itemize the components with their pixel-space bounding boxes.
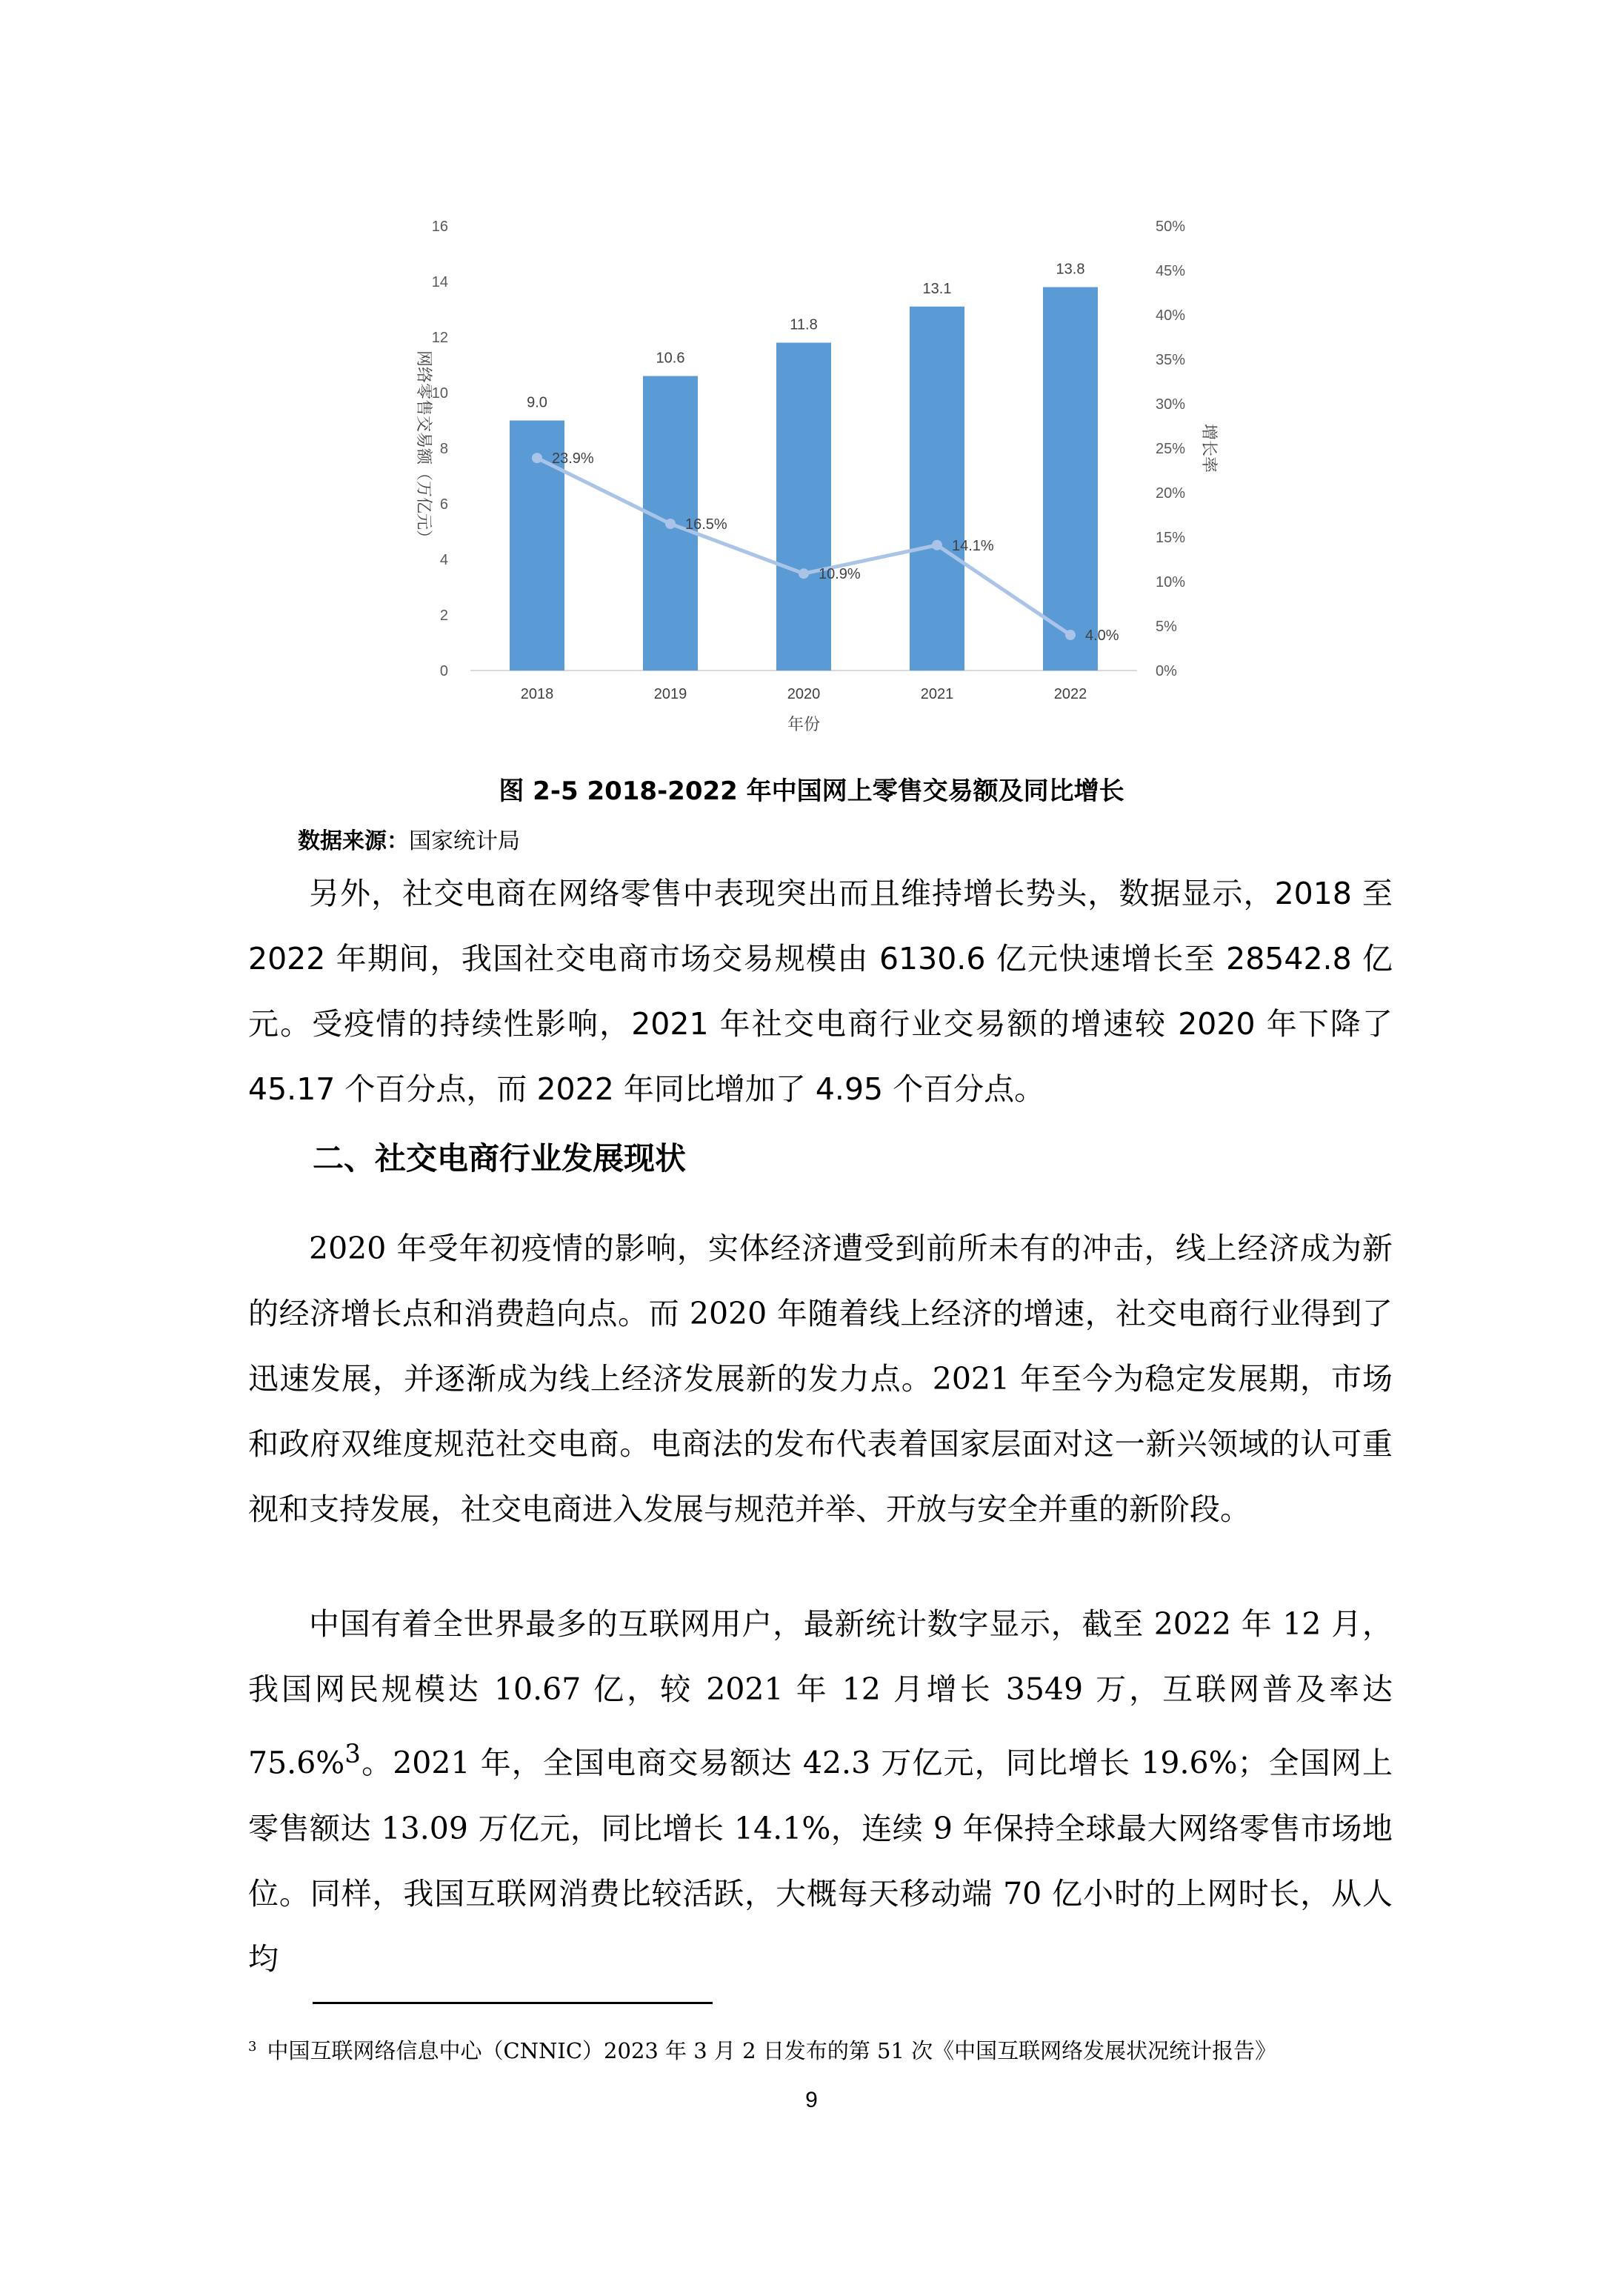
growth-point: [665, 519, 676, 529]
footnote: [248, 2034, 1276, 2065]
y-axis-title: 网络零售交易额（万亿元）: [415, 350, 433, 547]
y2-tick-label: 0%: [1156, 663, 1177, 679]
x-tick-label: 2018: [520, 686, 554, 702]
y-tick-label: 0: [439, 663, 448, 679]
bar-value-label: 13.8: [1056, 261, 1085, 278]
footnote-reference[interactable]: 3: [344, 1740, 361, 1769]
growth-point: [532, 453, 542, 463]
data-source-label: 数据来源：: [298, 828, 409, 854]
y2-tick-label: 15%: [1156, 530, 1186, 546]
paragraph-social-commerce-growth: [248, 861, 1393, 1122]
paragraph-2-text: 2020 年受年初疫情的影响，实体经济遭受到前所未有的冲击，线上经济成为新的经济增长点和消费趋向点。而 2020 年随着线上经济的增速，社交电商行业得到了迅速发展，并逐渐成为线上经济发展新的发力点。2021 年至今为稳定发展期，市场和政府双维度规范社交电商。电商法的发布代表着国家层面对这一新兴领域的认可重视和支持发展，社交电商进入发展与规范并举、开放与安全并重的新阶段。: [248, 1231, 1393, 1527]
growth-value-label: 4.0%: [1085, 628, 1119, 644]
y2-tick-label: 10%: [1156, 574, 1186, 590]
bar-value-label: 10.6: [656, 350, 685, 367]
y2-tick-label: 45%: [1156, 263, 1186, 279]
growth-value-label: 10.9%: [819, 566, 861, 583]
y-tick-label: 14: [431, 274, 448, 290]
retail-chart: [385, 200, 1230, 748]
bar-value-label: 11.8: [790, 316, 818, 333]
bar: [776, 343, 831, 671]
data-source: [298, 822, 520, 855]
y-tick-label: 4: [439, 552, 448, 568]
x-axis-title: 年份: [787, 715, 821, 733]
y2-tick-label: 20%: [1156, 485, 1186, 502]
bar: [910, 307, 964, 671]
figure-caption: 图 2-5 2018-2022 年中国网上零售交易额及同比增长: [499, 776, 1124, 806]
paragraph-3-text: [248, 1591, 1393, 1991]
y-tick-label: 16: [431, 219, 448, 235]
page-number: 9: [805, 2088, 818, 2112]
y2-tick-label: 30%: [1156, 396, 1186, 413]
y-tick-label: 6: [439, 496, 448, 513]
y-tick-label: 8: [439, 441, 448, 457]
paragraph-1-text: 另外，社交电商在网络零售中表现突出而且维持增长势头，数据显示，2018 至 2022 年期间，我国社交电商市场交易规模由 6130.6 亿元快速增长至 28542.8 亿元。受疫情的持续性影响，2021 年社交电商行业交易额的增速较 2020 年下降了 45.17 个百分点，而 2022 年同比增加了 4.95 个百分点。: [248, 876, 1393, 1107]
growth-value-label: 16.5%: [685, 516, 727, 533]
y2-tick-label: 40%: [1156, 307, 1186, 324]
data-source-text: 国家统计局: [409, 828, 520, 854]
bar-value-label: 13.1: [922, 280, 952, 297]
paragraph-3-part-2: 。2021 年，全国电商交易额达 42.3 万亿元，同比增长 19.6%；全国网上零售额达 13.09 万亿元，同比增长 14.1%，连续 9 年保持全球最大网络零售市场地位。同样，我国互联网消费比较活跃，大概每天移动端 70 亿小时的上网时长，从人均: [248, 1745, 1393, 1977]
x-tick-label: 2019: [653, 686, 687, 702]
growth-point: [932, 540, 942, 550]
y2-axis-title: 增长率: [1200, 423, 1219, 473]
growth-point: [1065, 630, 1076, 640]
paragraph-internet-users: [248, 1591, 1393, 1991]
bar-value-label: 9.0: [527, 394, 547, 411]
y2-tick-label: 25%: [1156, 441, 1186, 457]
paragraph-3-part-1: 中国有着全世界最多的互联网用户，最新统计数字显示，截至 2022 年 12 月，我国网民规模达 10.67 亿，较 2021 年 12 月增长 3549 万，互联网普及率达 75.6%: [248, 1606, 1393, 1781]
growth-value-label: 23.9%: [552, 450, 594, 467]
footnote-separator: [313, 2002, 713, 2004]
section-heading: 二、社交电商行业发展现状: [313, 1140, 687, 1177]
paragraph-industry-status: [248, 1216, 1393, 1542]
y-tick-label: 10: [431, 385, 448, 402]
x-tick-label: 2020: [787, 686, 821, 702]
y2-tick-label: 50%: [1156, 219, 1186, 235]
footnote-mark: 3: [248, 2039, 257, 2054]
growth-value-label: 14.1%: [952, 537, 994, 554]
x-tick-label: 2021: [920, 686, 954, 702]
y2-tick-label: 5%: [1156, 619, 1177, 635]
y-tick-label: 12: [431, 330, 448, 346]
y-tick-label: 2: [439, 608, 448, 624]
footnote-text: 中国互联网络信息中心（CNNIC）2023 年 3 月 2 日发布的第 51 次《中国互联网络发展状况统计报告》: [267, 2038, 1277, 2063]
bar: [1043, 287, 1098, 671]
growth-point: [799, 568, 809, 579]
y2-tick-label: 35%: [1156, 352, 1186, 368]
x-tick-label: 2022: [1053, 686, 1087, 702]
